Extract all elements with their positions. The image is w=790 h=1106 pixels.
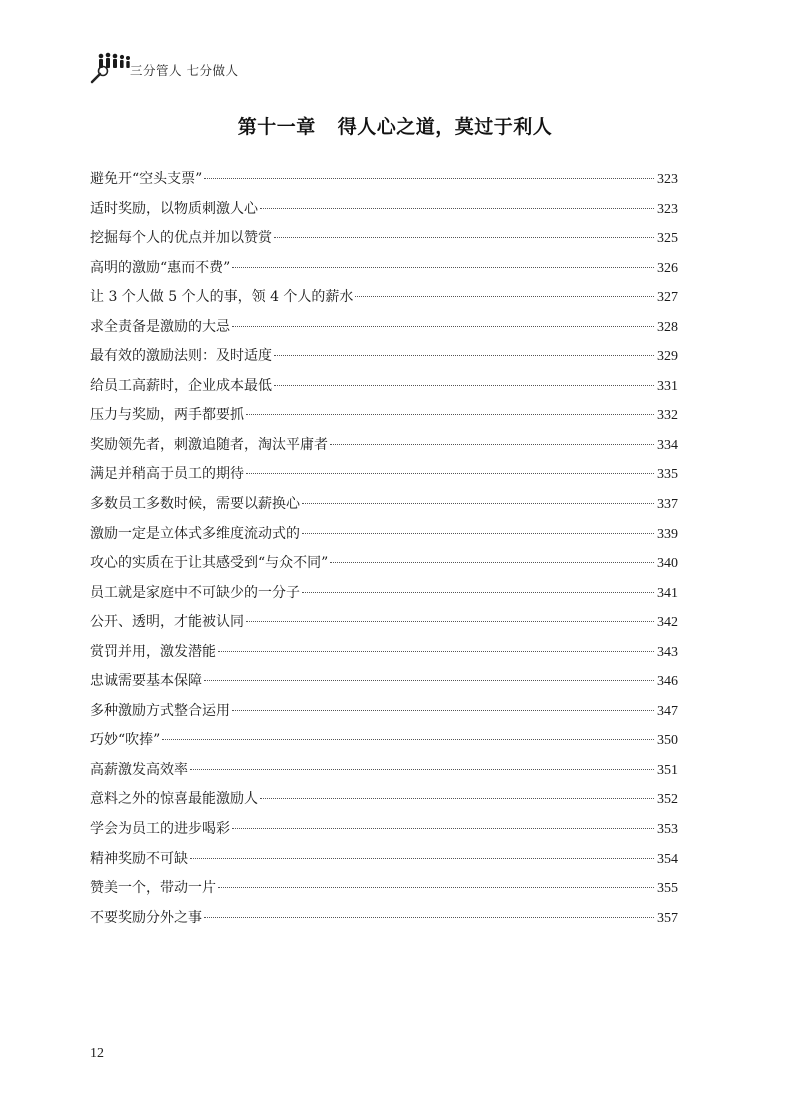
dot-leader bbox=[274, 385, 654, 386]
toc-entry-page: 346 bbox=[657, 674, 678, 690]
toc-entry-title: 赞美一个，带动一片 bbox=[90, 880, 216, 897]
people-magnifier-icon bbox=[90, 50, 134, 84]
toc-entry-page: 354 bbox=[657, 851, 678, 867]
toc-entry-title: 压力与奖励，两手都要抓 bbox=[90, 407, 244, 424]
dot-leader bbox=[218, 651, 654, 652]
toc-entry-page: 341 bbox=[657, 585, 678, 601]
dot-leader bbox=[190, 769, 654, 770]
toc-entry[interactable] bbox=[90, 727, 678, 757]
toc-entry-title: 意料之外的惊喜最能激励人 bbox=[90, 791, 258, 808]
toc-entry[interactable] bbox=[90, 196, 678, 226]
toc-entry-page: 337 bbox=[657, 497, 678, 513]
page-number: 12 bbox=[90, 1046, 104, 1061]
toc-entry-page: 353 bbox=[657, 822, 678, 838]
chapter-number: 第十一章 bbox=[237, 116, 316, 138]
toc-entry-page: 342 bbox=[657, 615, 678, 631]
toc-entry-title: 奖励领先者，刺激追随者，淘汰平庸者 bbox=[90, 436, 328, 453]
series-title: 三分管人 七分做人 bbox=[130, 63, 239, 78]
chapter-title bbox=[0, 112, 790, 139]
toc-entry[interactable] bbox=[90, 432, 678, 462]
toc-entry[interactable] bbox=[90, 846, 678, 876]
dot-leader bbox=[246, 473, 654, 474]
dot-leader bbox=[330, 444, 654, 445]
dot-leader bbox=[232, 828, 654, 829]
toc-entry-title: 公开、透明，才能被认同 bbox=[90, 614, 244, 631]
dot-leader bbox=[260, 798, 654, 799]
dot-leader bbox=[204, 917, 654, 918]
toc-entry[interactable] bbox=[90, 668, 678, 698]
dot-leader bbox=[302, 533, 654, 534]
toc-entry[interactable] bbox=[90, 875, 678, 905]
toc-entry[interactable] bbox=[90, 580, 678, 610]
toc-entry-page: 328 bbox=[657, 319, 678, 335]
toc-entry-title: 赏罚并用，激发潜能 bbox=[90, 643, 216, 660]
toc-entry-page: 350 bbox=[657, 733, 678, 749]
toc-entry[interactable] bbox=[90, 373, 678, 403]
toc-entry[interactable] bbox=[90, 314, 678, 344]
toc-entry-title: 高明的激励“惠而不费” bbox=[90, 259, 231, 276]
toc-entry-title: 满足并稍高于员工的期待 bbox=[90, 466, 244, 483]
table-of-contents bbox=[90, 166, 678, 934]
toc-entry[interactable] bbox=[90, 255, 678, 285]
toc-entry[interactable] bbox=[90, 609, 678, 639]
toc-entry-page: 340 bbox=[657, 556, 678, 572]
toc-entry-page: 327 bbox=[657, 290, 678, 306]
toc-entry-title: 最有效的激励法则：及时适度 bbox=[90, 348, 272, 365]
dot-leader bbox=[232, 326, 654, 327]
toc-entry-title: 多数员工多数时候，需要以薪换心 bbox=[90, 496, 300, 513]
toc-entry-page: 326 bbox=[657, 260, 678, 276]
toc-entry-title: 不要奖励分外之事 bbox=[90, 909, 202, 926]
toc-entry-title: 攻心的实质在于让其感受到“与众不同” bbox=[90, 555, 329, 572]
toc-entry-page: 323 bbox=[657, 172, 678, 187]
toc-entry-title: 巧妙“吹捧” bbox=[90, 732, 161, 749]
dot-leader bbox=[355, 296, 654, 297]
dot-leader bbox=[218, 887, 654, 888]
toc-entry[interactable] bbox=[90, 550, 678, 580]
toc-entry-title: 学会为员工的进步喝彩 bbox=[90, 821, 230, 838]
toc-entry-title: 让 3 个人做 5 个人的事，领 4 个人的薪水 bbox=[90, 289, 354, 306]
chapter-name: 得人心之道，莫过于利人 bbox=[337, 116, 553, 138]
toc-entry[interactable] bbox=[90, 461, 678, 491]
toc-entry-page: 355 bbox=[657, 881, 678, 897]
dot-leader bbox=[232, 710, 654, 711]
dot-leader bbox=[232, 267, 654, 268]
toc-entry-title: 多种激励方式整合运用 bbox=[90, 702, 230, 719]
dot-leader bbox=[204, 178, 654, 179]
toc-entry-page: 332 bbox=[657, 408, 678, 424]
dot-leader bbox=[274, 237, 654, 238]
toc-entry-page: 334 bbox=[657, 437, 678, 453]
dot-leader bbox=[302, 503, 654, 504]
toc-entry[interactable] bbox=[90, 816, 678, 846]
toc-entry-title: 精神奖励不可缺 bbox=[90, 850, 188, 867]
toc-entry[interactable] bbox=[90, 284, 678, 314]
toc-entry-page: 335 bbox=[657, 467, 678, 483]
toc-entry-title: 员工就是家庭中不可缺少的一分子 bbox=[90, 584, 300, 601]
running-header bbox=[90, 46, 390, 86]
toc-entry-title: 给员工高薪时，企业成本最低 bbox=[90, 377, 272, 394]
dot-leader bbox=[330, 562, 654, 563]
dot-leader bbox=[260, 208, 654, 209]
dot-leader bbox=[274, 355, 654, 356]
toc-entry[interactable] bbox=[90, 225, 678, 255]
dot-leader bbox=[162, 739, 654, 740]
toc-entry-page: 329 bbox=[657, 349, 678, 365]
toc-entry-title: 高薪激发高效率 bbox=[90, 761, 188, 778]
dot-leader bbox=[204, 680, 654, 681]
toc-entry[interactable] bbox=[90, 343, 678, 373]
toc-entry-page: 351 bbox=[657, 762, 678, 778]
toc-entry-title: 激励一定是立体式多维度流动式的 bbox=[90, 525, 300, 542]
toc-entry-page: 339 bbox=[657, 526, 678, 542]
toc-entry-page: 323 bbox=[657, 201, 678, 217]
toc-entry-title: 求全责备是激励的大忌 bbox=[90, 318, 230, 335]
dot-leader bbox=[246, 414, 654, 415]
toc-entry[interactable] bbox=[90, 491, 678, 521]
toc-entry-page: 343 bbox=[657, 644, 678, 660]
dot-leader bbox=[246, 621, 654, 622]
toc-entry-title: 避免开“空头支票” bbox=[90, 171, 203, 187]
toc-entry-page: 331 bbox=[657, 378, 678, 394]
dot-leader bbox=[190, 858, 654, 859]
toc-entry-page: 357 bbox=[657, 910, 678, 926]
toc-entry-page: 352 bbox=[657, 792, 678, 808]
toc-entry[interactable] bbox=[90, 521, 678, 551]
toc-entry-title: 挖掘每个人的优点并加以赞赏 bbox=[90, 230, 272, 247]
toc-entry-page: 325 bbox=[657, 231, 678, 247]
toc-entry[interactable] bbox=[90, 757, 678, 787]
toc-entry-title: 忠诚需要基本保障 bbox=[90, 673, 202, 690]
toc-entry[interactable] bbox=[90, 166, 678, 196]
toc-entry[interactable] bbox=[90, 786, 678, 816]
toc-entry[interactable] bbox=[90, 698, 678, 728]
toc-entry[interactable] bbox=[90, 905, 678, 935]
toc-entry-page: 347 bbox=[657, 703, 678, 719]
dot-leader bbox=[302, 592, 654, 593]
toc-entry[interactable] bbox=[90, 639, 678, 669]
toc-entry[interactable] bbox=[90, 402, 678, 432]
toc-entry-title: 适时奖励，以物质刺激人心 bbox=[90, 200, 258, 217]
